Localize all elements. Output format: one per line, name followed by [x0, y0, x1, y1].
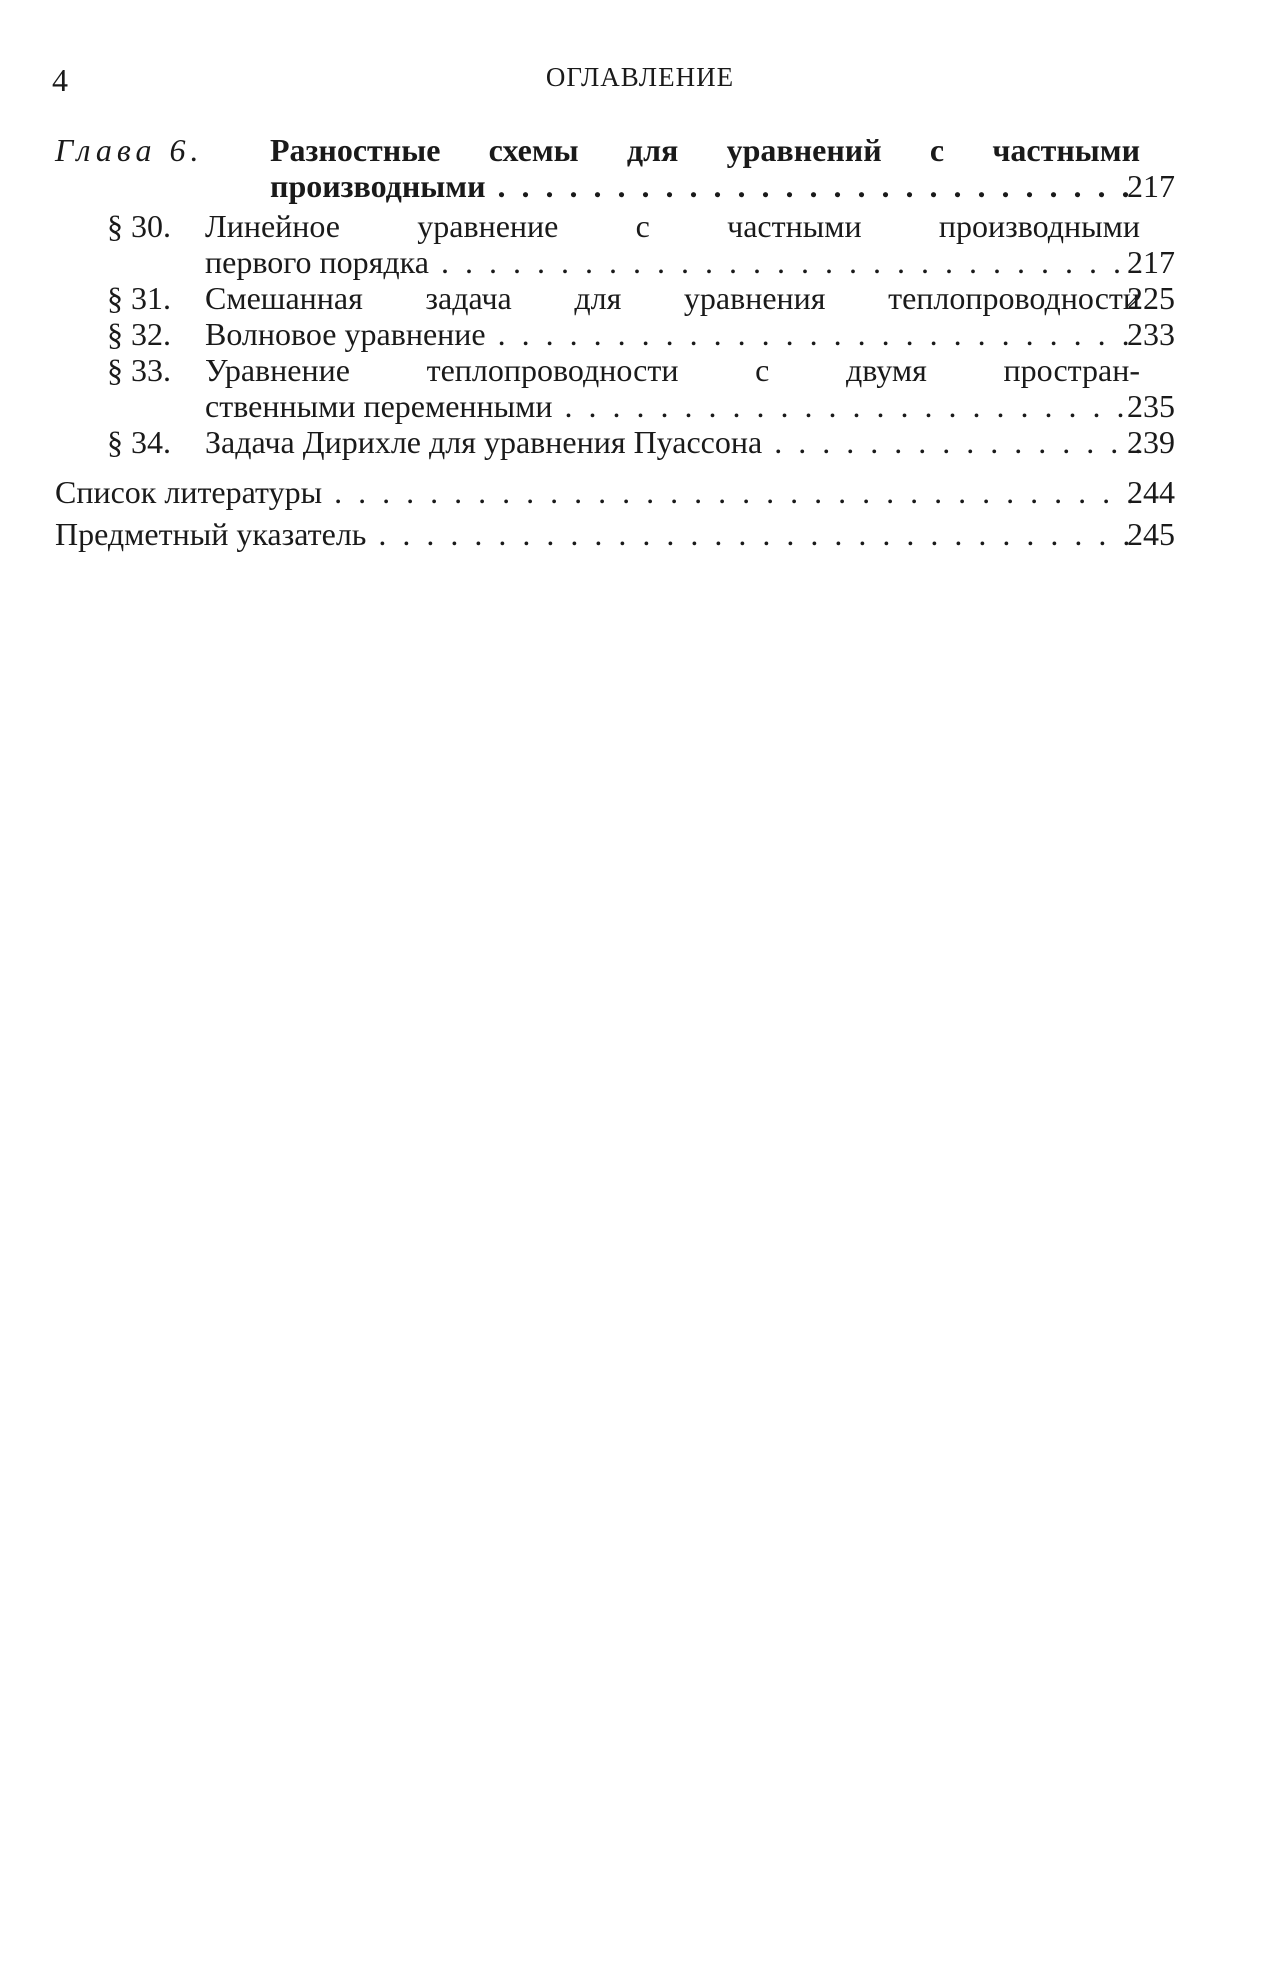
chapter-title-line1: Разностные схемы для уравнений с частными — [270, 132, 1140, 168]
spacer — [55, 460, 1175, 474]
section-title-line1: Смешанная задача для уравнения теплопроводности — [205, 280, 1140, 316]
back-matter-page: 245 — [1127, 516, 1175, 552]
running-title: ОГЛАВЛЕНИЕ — [545, 62, 735, 92]
section-page: 235 — [1127, 388, 1175, 424]
section-title-line2: первого порядка . . . — [205, 244, 1140, 280]
section-entry — [55, 352, 1175, 388]
back-matter-entry — [55, 474, 1175, 510]
section-entry — [55, 280, 1175, 316]
chapter-page: 217 — [1127, 168, 1175, 204]
section-page: 233 — [1127, 316, 1175, 352]
section-number: § 33. — [107, 352, 171, 388]
back-matter-title: Список литературы . . . — [55, 474, 1140, 510]
section-title-line1: Волновое уравнение . . . — [205, 316, 1140, 352]
section-page: 225 — [1127, 280, 1175, 316]
section-entry — [55, 208, 1175, 244]
section-entry-continued — [55, 244, 1175, 280]
section-entry — [55, 424, 1175, 460]
chapter-entry — [55, 132, 1175, 168]
back-matter-title: Предметный указатель . . . — [55, 516, 1140, 552]
section-number: § 34. — [107, 424, 171, 460]
section-page: 239 — [1127, 424, 1175, 460]
section-number: § 32. — [107, 316, 171, 352]
back-matter-page: 244 — [1127, 474, 1175, 510]
section-number: § 30. — [107, 208, 171, 244]
section-entry — [55, 316, 1175, 352]
section-title-line2: ственными переменными . . . — [205, 388, 1140, 424]
chapter-title-line2: производными . . . — [270, 168, 1140, 204]
page-number: 4 — [52, 62, 68, 98]
section-number: § 31. — [107, 280, 171, 316]
section-title-line1: Линейное уравнение с частными производными — [205, 208, 1140, 244]
chapter-entry-continued — [55, 168, 1175, 204]
section-page: 217 — [1127, 244, 1175, 280]
section-entry-continued — [55, 388, 1175, 424]
section-title-line1: Задача Дирихле для уравнения Пуассона . . . — [205, 424, 1140, 460]
back-matter-entry — [55, 516, 1175, 552]
chapter-label: Глава 6. — [55, 132, 204, 168]
section-title-line1: Уравнение теплопроводности с двумя простран- — [205, 352, 1140, 388]
table-of-contents — [55, 132, 1175, 552]
